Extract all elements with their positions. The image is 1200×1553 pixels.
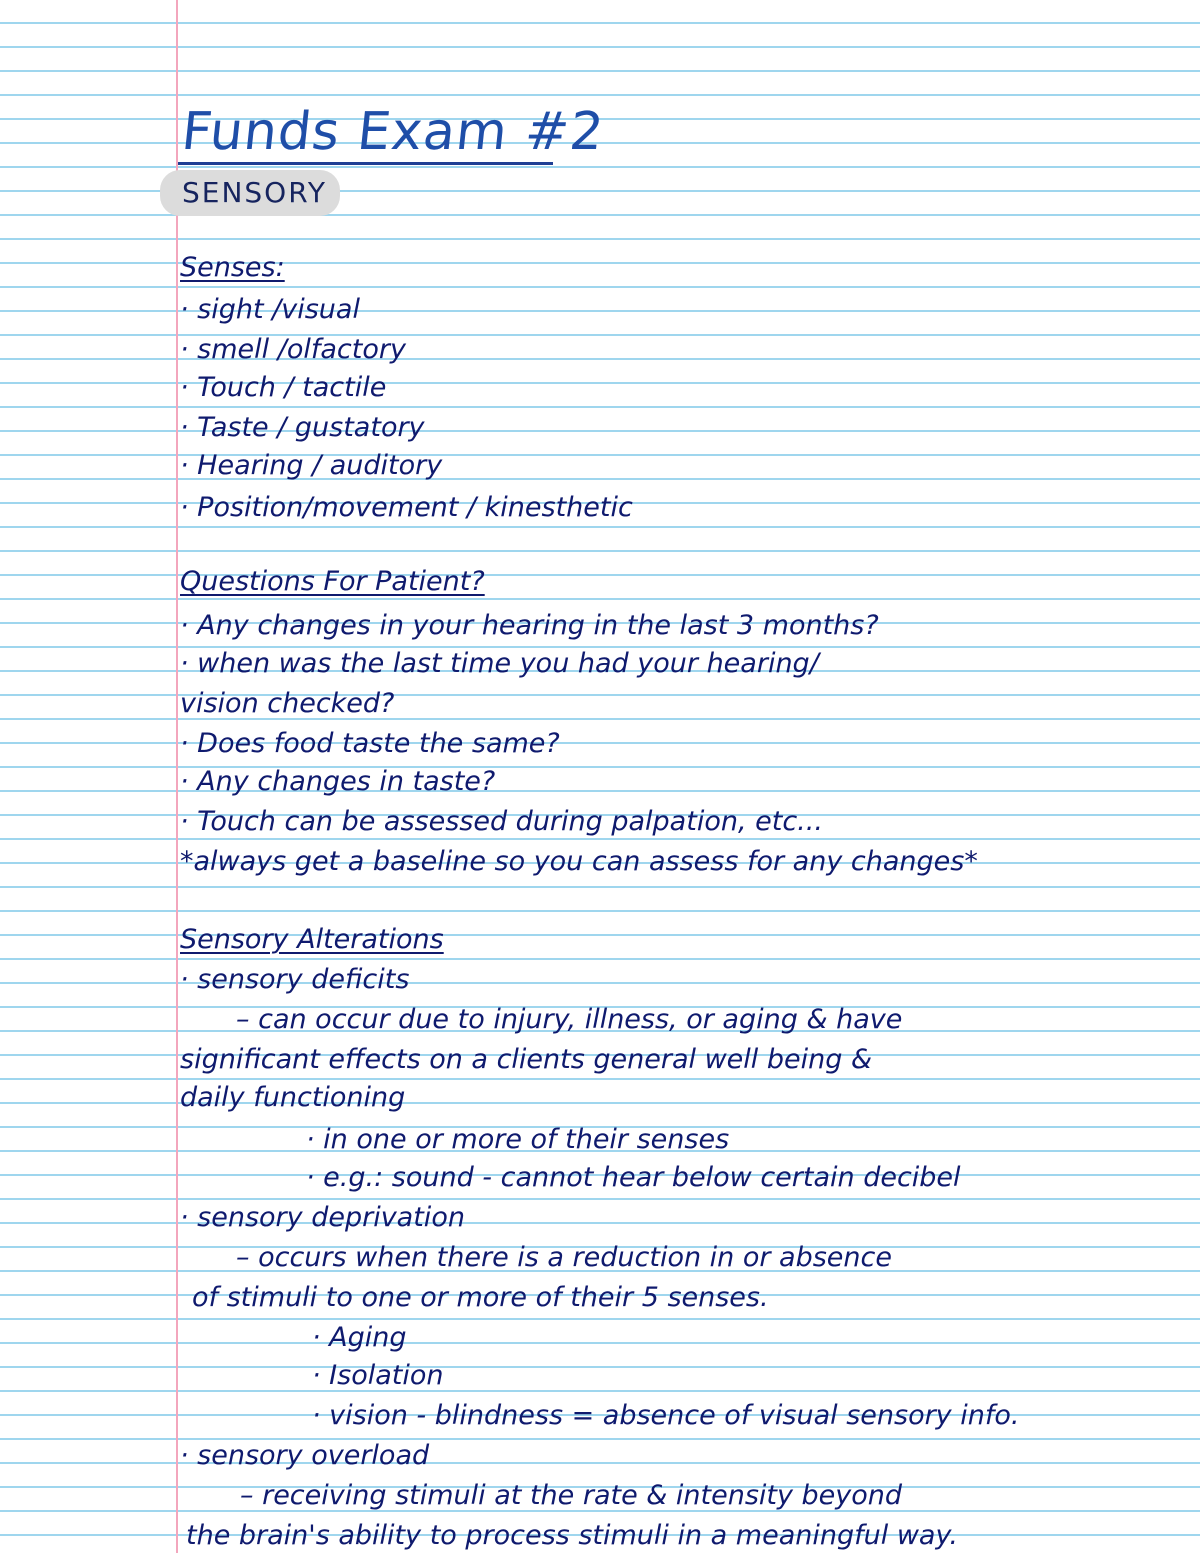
deprivation-description: of stimuli to one or more of their 5 senses. xyxy=(192,1282,769,1313)
deprivation-description: – occurs when there is a reduction in or absence xyxy=(236,1242,892,1274)
deficits-description: – can occur due to injury, illness, or aging & have xyxy=(236,1004,902,1036)
senses-item: · Position/movement / kinesthetic xyxy=(180,492,633,524)
deprivation-sub-item: · Aging xyxy=(312,1322,407,1354)
section-label: SENSORY xyxy=(182,176,327,209)
deprivation-sub-item: · vision - blindness = absence of visual sensory info. xyxy=(312,1400,1019,1432)
overload-description: the brain's ability to process stimuli in a meaningful way. xyxy=(186,1520,958,1551)
page-title: Funds Exam #2 xyxy=(178,102,608,162)
question-item-continued: vision checked? xyxy=(180,688,395,719)
deficits-description: daily functioning xyxy=(180,1082,406,1113)
baseline-note: *always get a baseline so you can assess for any changes* xyxy=(180,846,978,877)
question-item: · Touch can be assessed during palpation, etc... xyxy=(180,806,823,838)
question-item: · when was the last time you had your hearing/ xyxy=(180,648,819,680)
deficits-description: significant effects on a clients general well being & xyxy=(180,1044,872,1075)
senses-item: · Hearing / auditory xyxy=(180,450,442,482)
overload-description: – receiving stimuli at the rate & intensity beyond xyxy=(240,1480,902,1512)
deficits-label: · sensory deficits xyxy=(180,964,409,996)
deprivation-label: · sensory deprivation xyxy=(180,1202,465,1234)
overload-label: · sensory overload xyxy=(180,1440,429,1472)
questions-heading: Questions For Patient? xyxy=(180,566,485,597)
title-underline xyxy=(178,162,553,165)
alterations-heading: Sensory Alterations xyxy=(180,924,444,955)
senses-item: · Taste / gustatory xyxy=(180,412,425,444)
senses-item: · Touch / tactile xyxy=(180,372,386,404)
question-item: · Any changes in taste? xyxy=(180,766,495,798)
deficits-sub-item: · in one or more of their senses xyxy=(306,1124,729,1156)
deficits-sub-item: · e.g.: sound - cannot hear below certain decibel xyxy=(306,1162,961,1194)
question-item: · Does food taste the same? xyxy=(180,728,560,760)
senses-item: · sight /visual xyxy=(180,294,360,326)
senses-item: · smell /olfactory xyxy=(180,334,406,366)
senses-heading: Senses: xyxy=(180,252,285,283)
question-item: · Any changes in your hearing in the last 3 months? xyxy=(180,610,879,642)
deprivation-sub-item: · Isolation xyxy=(312,1360,444,1392)
